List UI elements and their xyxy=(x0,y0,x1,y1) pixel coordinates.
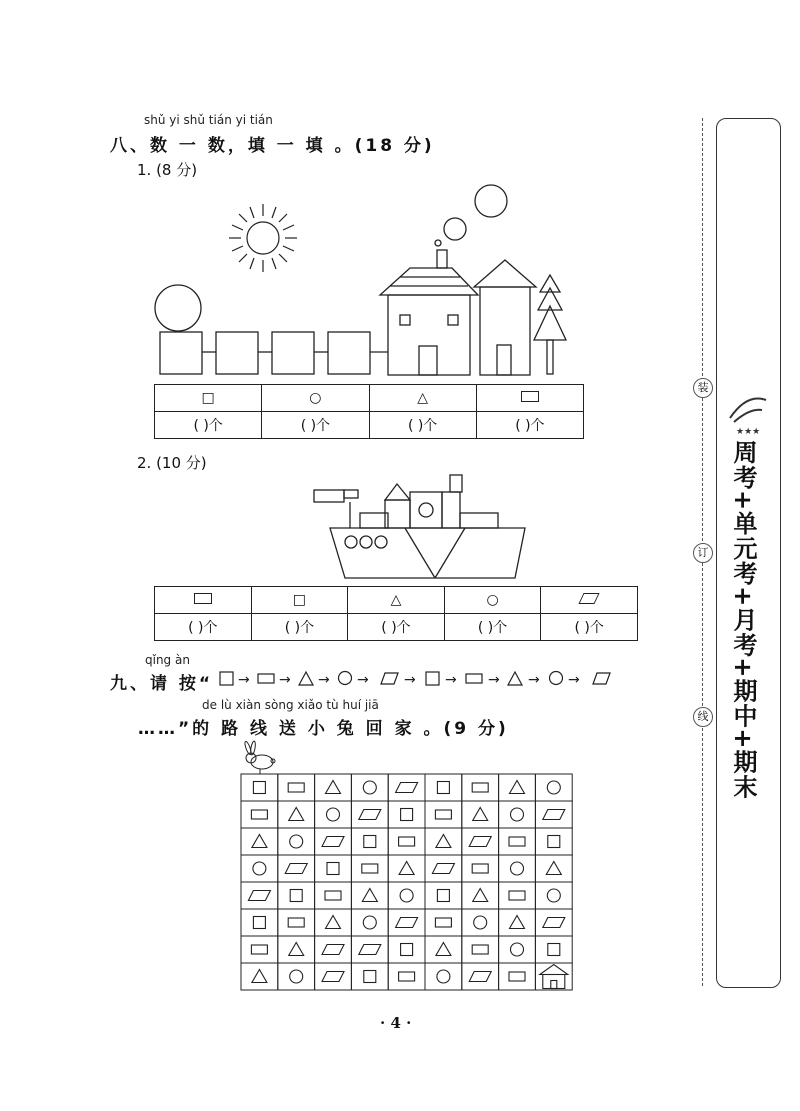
maze-cell[interactable] xyxy=(351,963,388,990)
maze-cell[interactable] xyxy=(425,774,462,801)
svg-text:→: → xyxy=(445,672,457,688)
maze-cell[interactable] xyxy=(535,963,572,990)
maze-cell[interactable] xyxy=(535,828,572,855)
svg-text:→: → xyxy=(279,672,291,688)
maze-para-icon xyxy=(396,783,418,793)
maze-cell[interactable] xyxy=(388,882,425,909)
count-blank-square[interactable]: ( )个 xyxy=(155,412,262,439)
maze-cell[interactable] xyxy=(315,909,352,936)
maze-para-icon xyxy=(285,864,307,874)
maze-cell[interactable] xyxy=(425,963,462,990)
maze-triangle-icon xyxy=(326,916,341,929)
count-blank-rect[interactable]: ( )个 xyxy=(476,412,583,439)
maze-circle-icon xyxy=(253,862,266,875)
rabbit-icon xyxy=(240,740,280,772)
maze-cell[interactable] xyxy=(388,936,425,963)
svg-text:→: → xyxy=(488,672,500,688)
maze-cell[interactable] xyxy=(315,963,352,990)
maze-triangle-icon xyxy=(510,916,525,929)
maze-cell[interactable] xyxy=(351,774,388,801)
house-scene xyxy=(150,180,590,380)
count-blank-rect[interactable]: ( )个 xyxy=(155,614,252,641)
maze-cell[interactable] xyxy=(351,828,388,855)
maze-rect-icon xyxy=(399,972,415,981)
maze-para-icon xyxy=(322,945,344,955)
cut-label-1: 装 xyxy=(693,378,713,398)
maze-para-icon xyxy=(469,972,491,982)
maze-cell[interactable] xyxy=(425,828,462,855)
maze-circle-icon xyxy=(511,862,524,875)
shape-square-icon: □ xyxy=(251,587,348,614)
section9-pinyin1: qǐng àn xyxy=(145,653,190,667)
maze-triangle-icon xyxy=(473,808,488,821)
maze-rect-icon xyxy=(399,837,415,846)
maze-cell[interactable] xyxy=(462,936,499,963)
maze-cell[interactable] xyxy=(241,909,278,936)
maze-cell[interactable] xyxy=(351,801,388,828)
count-blank-parallelogram[interactable]: ( )个 xyxy=(541,614,638,641)
maze-cell[interactable] xyxy=(351,909,388,936)
maze-circle-icon xyxy=(437,970,450,983)
svg-text:→: → xyxy=(568,672,580,688)
maze-square-icon xyxy=(401,944,413,956)
maze-cell[interactable] xyxy=(462,828,499,855)
maze-triangle-icon xyxy=(362,889,377,902)
maze-rect-icon xyxy=(472,945,488,954)
maze-cell[interactable] xyxy=(315,801,352,828)
maze-cell[interactable] xyxy=(535,855,572,882)
maze-rect-icon xyxy=(435,918,451,927)
maze-circle-icon xyxy=(363,916,376,929)
section9-pinyin2: de lù xiàn sòng xiǎo tù huí jiā xyxy=(202,698,379,712)
maze-cell[interactable] xyxy=(462,855,499,882)
maze-cell[interactable] xyxy=(315,855,352,882)
maze-cell[interactable] xyxy=(535,774,572,801)
shape-parallelogram-icon xyxy=(541,587,638,614)
maze-cell[interactable] xyxy=(241,882,278,909)
maze-cell[interactable] xyxy=(462,909,499,936)
maze-cell[interactable] xyxy=(241,774,278,801)
maze-para-icon xyxy=(432,864,454,874)
maze-para-icon xyxy=(359,810,381,820)
home-icon xyxy=(540,965,568,989)
maze-square-icon xyxy=(253,917,265,929)
maze-square-icon xyxy=(548,944,560,956)
maze-triangle-icon xyxy=(510,781,525,794)
maze-cell[interactable] xyxy=(535,909,572,936)
maze-cell[interactable] xyxy=(425,936,462,963)
count-blank-square[interactable]: ( )个 xyxy=(251,614,348,641)
maze-rect-icon xyxy=(288,918,304,927)
svg-text:→: → xyxy=(318,672,330,688)
maze-cell[interactable] xyxy=(241,963,278,990)
maze-circle-icon xyxy=(511,943,524,956)
maze-cell[interactable] xyxy=(241,801,278,828)
maze-cell[interactable] xyxy=(425,882,462,909)
maze-cell[interactable] xyxy=(535,882,572,909)
maze-rect-icon xyxy=(509,891,525,900)
maze-cell[interactable] xyxy=(499,855,536,882)
section9-title2: ……”的 路 线 送 小 兔 回 家 。(9 分) xyxy=(138,719,509,739)
maze-triangle-icon xyxy=(252,835,267,848)
maze-triangle-icon xyxy=(399,862,414,875)
maze-para-icon xyxy=(322,972,344,982)
section8-pinyin: shǔ yi shǔ tián yi tián xyxy=(144,113,273,127)
maze-para-icon xyxy=(396,918,418,928)
section9-title1: 九、请 按“ xyxy=(110,674,214,694)
count-table-2 xyxy=(154,586,638,641)
maze-rect-icon xyxy=(362,864,378,873)
section8-title: 八、数 一 数，填 一 填 。(18 分) xyxy=(110,136,435,156)
shape-triangle-icon: △ xyxy=(369,385,476,412)
maze-cell[interactable] xyxy=(425,855,462,882)
maze-cell[interactable] xyxy=(351,936,388,963)
maze-cell[interactable] xyxy=(462,882,499,909)
maze-square-icon xyxy=(253,782,265,794)
maze-cell[interactable] xyxy=(499,909,536,936)
maze-cell[interactable] xyxy=(499,774,536,801)
maze-cell[interactable] xyxy=(499,963,536,990)
maze-cell[interactable] xyxy=(278,963,315,990)
ship-picture xyxy=(310,470,540,585)
svg-text:→: → xyxy=(404,672,416,688)
maze-cell[interactable] xyxy=(388,909,425,936)
maze-square-icon xyxy=(437,890,449,902)
maze-cell[interactable] xyxy=(499,801,536,828)
maze-rect-icon xyxy=(509,972,525,981)
maze-triangle-icon xyxy=(289,943,304,956)
maze-rect-icon xyxy=(325,891,341,900)
maze-triangle-icon xyxy=(326,781,341,794)
maze-cell[interactable] xyxy=(388,828,425,855)
maze-cell[interactable] xyxy=(278,882,315,909)
maze-cell[interactable] xyxy=(241,936,278,963)
maze-cell[interactable] xyxy=(241,828,278,855)
maze-triangle-icon xyxy=(289,808,304,821)
shape-circle-icon: ○ xyxy=(444,587,541,614)
maze-cell[interactable] xyxy=(425,801,462,828)
page-number: · 4 · xyxy=(380,1014,412,1032)
maze-cell[interactable] xyxy=(315,828,352,855)
maze-cell[interactable] xyxy=(241,855,278,882)
maze-cell[interactable] xyxy=(425,909,462,936)
shape-sequence xyxy=(218,668,688,690)
maze-cell[interactable] xyxy=(388,801,425,828)
maze-square-icon xyxy=(548,836,560,848)
sun-icon xyxy=(229,204,297,272)
maze-rect-icon xyxy=(251,810,267,819)
maze-triangle-icon xyxy=(473,889,488,902)
maze-cell[interactable] xyxy=(315,774,352,801)
maze-para-icon xyxy=(543,918,565,928)
maze-circle-icon xyxy=(363,781,376,794)
shape-square-icon: □ xyxy=(155,385,262,412)
maze-circle-icon xyxy=(547,889,560,902)
maze-cell[interactable] xyxy=(278,828,315,855)
maze-para-icon xyxy=(322,837,344,847)
maze-para-icon xyxy=(248,891,270,901)
svg-text:→: → xyxy=(357,672,369,688)
maze-cell[interactable] xyxy=(535,801,572,828)
svg-text:→: → xyxy=(238,672,250,688)
count-blank-circle[interactable]: ( )个 xyxy=(262,412,369,439)
maze-cell[interactable] xyxy=(351,882,388,909)
maze-cell[interactable] xyxy=(278,855,315,882)
maze-cell[interactable] xyxy=(535,936,572,963)
maze-square-icon xyxy=(364,971,376,983)
count-blank-triangle[interactable]: ( )个 xyxy=(369,412,476,439)
maze-cell[interactable] xyxy=(388,855,425,882)
maze-para-icon xyxy=(543,810,565,820)
cut-label-2: 订 xyxy=(693,543,713,563)
maze-rect-icon xyxy=(472,864,488,873)
maze-square-icon xyxy=(327,863,339,875)
shape-circle-icon: ○ xyxy=(262,385,369,412)
svg-text:★★★: ★★★ xyxy=(736,427,761,437)
maze-para-icon xyxy=(469,837,491,847)
shape-maze-grid xyxy=(240,773,572,990)
maze-cell[interactable] xyxy=(462,963,499,990)
maze-circle-icon xyxy=(400,889,413,902)
maze-circle-icon xyxy=(290,835,303,848)
maze-triangle-icon xyxy=(436,943,451,956)
part1-label: 1. (8 分) xyxy=(137,161,198,179)
maze-rect-icon xyxy=(435,810,451,819)
shape-rect-icon xyxy=(476,385,583,412)
maze-cell[interactable] xyxy=(499,828,536,855)
maze-cell[interactable] xyxy=(315,882,352,909)
maze-circle-icon xyxy=(547,781,560,794)
shape-triangle-icon: △ xyxy=(348,587,445,614)
maze-square-icon xyxy=(437,782,449,794)
svg-text:→: → xyxy=(528,672,540,688)
maze-cell[interactable] xyxy=(388,963,425,990)
count-blank-triangle[interactable]: ( )个 xyxy=(348,614,445,641)
maze-cell[interactable] xyxy=(388,774,425,801)
maze-rect-icon xyxy=(288,783,304,792)
maze-cell[interactable] xyxy=(278,936,315,963)
maze-rect-icon xyxy=(251,945,267,954)
maze-cell[interactable] xyxy=(278,909,315,936)
series-logo-icon xyxy=(722,388,772,438)
maze-square-icon xyxy=(290,890,302,902)
maze-cell[interactable] xyxy=(499,936,536,963)
count-table-1 xyxy=(154,384,584,439)
maze-circle-icon xyxy=(511,808,524,821)
maze-circle-icon xyxy=(327,808,340,821)
count-blank-circle[interactable]: ( )个 xyxy=(444,614,541,641)
maze-triangle-icon xyxy=(436,835,451,848)
maze-triangle-icon xyxy=(546,862,561,875)
maze-rect-icon xyxy=(472,783,488,792)
maze-cell[interactable] xyxy=(462,801,499,828)
maze-square-icon xyxy=(401,809,413,821)
maze-triangle-icon xyxy=(252,970,267,983)
maze-circle-icon xyxy=(474,916,487,929)
maze-cell[interactable] xyxy=(315,936,352,963)
maze-cell[interactable] xyxy=(462,774,499,801)
cut-label-3: 线 xyxy=(693,707,713,727)
series-title: 周考+单元考+月考+期中+期末 xyxy=(729,440,757,800)
maze-cell[interactable] xyxy=(499,882,536,909)
shape-rect-icon xyxy=(155,587,252,614)
maze-cell[interactable] xyxy=(278,801,315,828)
maze-rect-icon xyxy=(509,837,525,846)
maze-square-icon xyxy=(364,836,376,848)
maze-cell[interactable] xyxy=(278,774,315,801)
part2-label: 2. (10 分) xyxy=(137,454,207,472)
maze-para-icon xyxy=(359,945,381,955)
maze-circle-icon xyxy=(290,970,303,983)
maze-cell[interactable] xyxy=(351,855,388,882)
